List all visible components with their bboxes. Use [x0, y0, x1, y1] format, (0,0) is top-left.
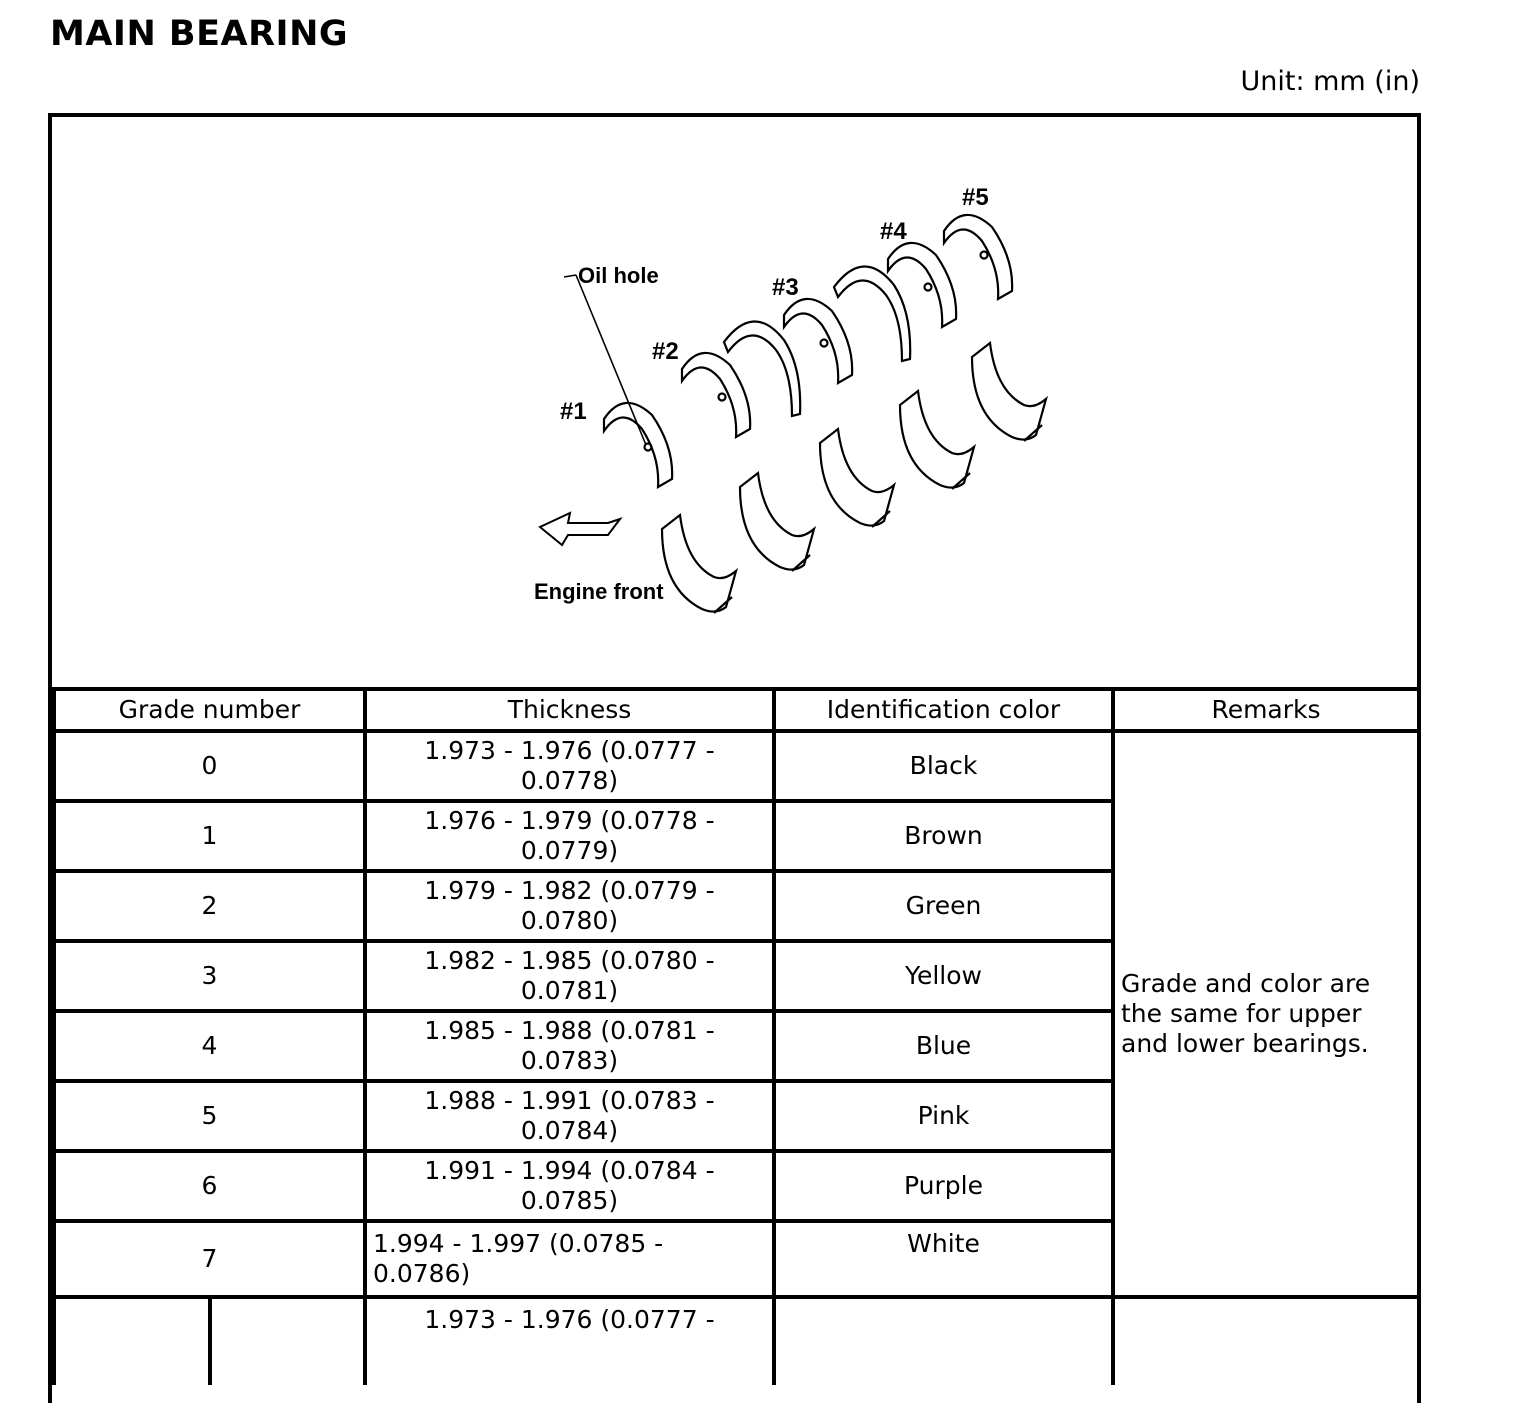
- bearing-5-label: #5: [962, 184, 989, 211]
- color-cell: White: [774, 1221, 1113, 1297]
- header-remarks: Remarks: [1113, 689, 1419, 731]
- remarks-cell-partial: [1113, 1297, 1419, 1385]
- grade-cell: 3: [54, 941, 365, 1011]
- lower-bearing-4: [900, 391, 974, 489]
- thickness-cell: 1.994 - 1.997 (0.0785 - 0.0786): [365, 1221, 774, 1297]
- thickness-cell: 1.979 - 1.982 (0.0779 - 0.0780): [365, 871, 774, 941]
- upper-bearing-2: [682, 353, 750, 437]
- lower-bearing-2: [740, 473, 814, 571]
- color-cell-partial: [774, 1297, 1113, 1385]
- header-thickness: Thickness: [365, 689, 774, 731]
- color-cell: Green: [774, 871, 1113, 941]
- color-cell: Pink: [774, 1081, 1113, 1151]
- header-grade-number: Grade number: [54, 689, 365, 731]
- thickness-cell: 1.991 - 1.994 (0.0784 - 0.0785): [365, 1151, 774, 1221]
- thrust-washer-b: [834, 266, 910, 361]
- upper-bearing-5: [944, 215, 1012, 299]
- grade-cell-partial: [54, 1297, 365, 1385]
- color-cell: Purple: [774, 1151, 1113, 1221]
- thrust-washer-a: [724, 321, 800, 416]
- cell-divider: [208, 1299, 212, 1385]
- unit-label: Unit: mm (in): [1240, 66, 1420, 97]
- bearing-diagram-icon: [472, 157, 1072, 617]
- bearing-3-label: #3: [772, 274, 799, 301]
- thickness-cell-partial: 1.973 - 1.976 (0.0777 -: [365, 1297, 774, 1385]
- header-identification-color: Identification color: [774, 689, 1113, 731]
- table-row: [54, 731, 1419, 801]
- bearing-2-label: #2: [652, 338, 679, 365]
- oil-hole-label: Oil hole: [578, 263, 659, 288]
- grade-cell: 7: [54, 1221, 365, 1297]
- thickness-cell: 1.982 - 1.985 (0.0780 - 0.0781): [365, 941, 774, 1011]
- grade-cell: 0: [54, 731, 365, 801]
- lower-bearing-5: [972, 343, 1046, 441]
- thickness-cell: 1.985 - 1.988 (0.0781 - 0.0783): [365, 1011, 774, 1081]
- thickness-cell: 1.988 - 1.991 (0.0783 - 0.0784): [365, 1081, 774, 1151]
- bearing-4-label: #4: [880, 218, 907, 245]
- bearing-1-label: #1: [560, 398, 587, 425]
- lower-bearing-3: [820, 429, 894, 527]
- bearing-grade-table: [52, 687, 1421, 1385]
- grade-cell: 1: [54, 801, 365, 871]
- table-row-partial: [54, 1297, 1419, 1385]
- color-cell: Blue: [774, 1011, 1113, 1081]
- thickness-cell: 1.976 - 1.979 (0.0778 - 0.0779): [365, 801, 774, 871]
- grade-cell: 2: [54, 871, 365, 941]
- thickness-cell: 1.973 - 1.976 (0.0777 - 0.0778): [365, 731, 774, 801]
- engine-front-label: Engine front: [534, 579, 664, 604]
- bearing-illustration: [52, 117, 1417, 691]
- color-cell: Black: [774, 731, 1113, 801]
- upper-bearing-4: [888, 243, 956, 327]
- spec-frame: [48, 113, 1421, 1403]
- upper-bearing-1: [604, 403, 672, 487]
- color-cell: Yellow: [774, 941, 1113, 1011]
- grade-cell: 4: [54, 1011, 365, 1081]
- page-title: MAIN BEARING: [50, 14, 349, 54]
- color-cell: Brown: [774, 801, 1113, 871]
- grade-cell: 5: [54, 1081, 365, 1151]
- upper-bearing-3: [784, 299, 852, 383]
- grade-cell: 6: [54, 1151, 365, 1221]
- lower-bearing-1: [662, 515, 736, 613]
- remarks-cell: Grade and color are the same for upper and lower bearings.: [1113, 731, 1419, 1297]
